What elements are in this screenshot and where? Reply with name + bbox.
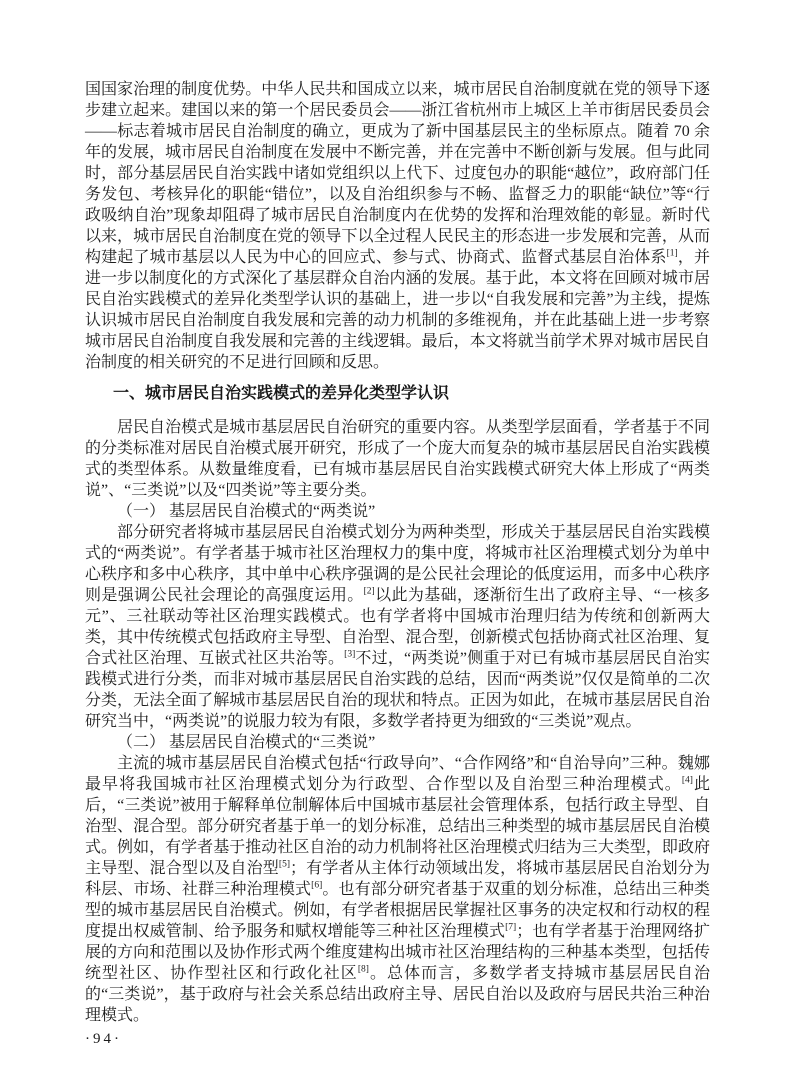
citation-ref: [3] <box>344 649 356 660</box>
paragraph: 主流的城市基层居民自治模式包括“行政导向”、“合作网络”和“自治导向”三种。魏娜最早将我国城市社区治理模式划分为行政型、合作型以及自治型三种治理模式。[4]此后，“三类说”被用于解释单位制解体后中国城市基层社会管理体系，包括行政主导型、自治型、混合型。部分研究者基于单一的划分标准，总结出三种类型的城市基层居民自治模式。例如，有学者基于推动社区自治的动力机制将社区治理模式归结为三大类型，即政府主导型、混合型以及自治型[5]；有学者从主体行动领域出发，将城市基层居民自治划分为科层、市场、社群三种治理模式[6]。也有部分研究者基于双重的划分标准，总结出三种类型的城市基层居民自治模式。例如，有学者根据居民掌握社区事务的决定权和行动权的程度提出权威管制、给予服务和赋权增能等三种社区治理模式[7]；也有学者基于治理网络扩展的方向和范围以及协作形式两个维度建构出城市社区治理结构的三种基本类型，包括传统型社区、协作型社区和行政化社区[8]。总体而言，多数学者支持城市基层居民自治的“三类说”，基于政府与社会关系总结出政府主导、居民自治以及政府与居民共治三种治理模式。 <box>85 755 710 1024</box>
paragraph: 居民自治模式是城市基层居民自治研究的重要内容。从类型学层面看，学者基于不同的分类标准对居民自治模式展开研究，形成了一个庞大而复杂的城市基层居民自治实践模式的类型体系。从数量维度看，已有城市基层居民自治实践模式研究大体上形成了“两类说”、“三类说”以及“四类说”等主要分类。 <box>85 419 710 499</box>
subsection-heading: （一） 基层居民自治模式的“两类说” <box>117 503 376 520</box>
citation-ref: [8] <box>357 964 369 975</box>
section-heading: 一、城市居民自治实践模式的差异化类型学认识 <box>113 385 450 402</box>
page-number: ·94· <box>85 1031 122 1047</box>
citation-ref: [5] <box>278 859 290 870</box>
citation-ref: [2] <box>363 586 375 597</box>
paragraph: 部分研究者将城市基层居民自治模式划分为两种类型，形成关于基层居民自治实践模式的“两类说”。有学者基于城市社区治理权力的集中度，将城市社区治理模式划分为单中心秩序和多中心秩序，其中单中心秩序强调的是公民社会理论的低度运用，而多中心秩序则是强调公民社会理论的高强度运用。[2]以此为基础，逐渐衍生出了政府主导、“一核多元”、三社联动等社区治理实践模式。也有学者将中国城市治理归结为传统和创新两大类，其中传统模式包括政府主导型、自治型、混合型，创新模式包括协商式社区治理、复合式社区治理、互嵌式社区共治等。[3]不过，“两类说”侧重于对已有城市基层居民自治实践模式进行分类，而非对城市基层居民自治实践的总结，因而“两类说”仅仅是简单的二次分类，无法全面了解城市基层居民自治的现状和特点。正因为如此，在城市基层居民自治研究当中，“两类说”的说服力较为有限，多数学者持更为细致的“三类说”观点。 <box>85 524 710 730</box>
subsection-heading: （二） 基层居民自治模式的“三类说” <box>117 734 376 751</box>
citation-ref: [6] <box>311 880 323 891</box>
citation-ref: [4] <box>681 775 693 786</box>
citation-ref: [7] <box>505 922 517 933</box>
citation-ref: [1] <box>666 248 678 259</box>
paragraph: 国国家治理的制度优势。中华人民共和国成立以来，城市居民自治制度就在党的领导下逐步建立起来。建国以来的第一个居民委员会——浙江省杭州市上城区上羊市街居民委员会——标志着城市居民自治制度的确立，更成为了新中国基层民主的坐标原点。随着 70 余年的发展，城市居民自治制度在发展中不断完善，并在完善中不断创新与发展。但与此同时，部分基层居民自治实践中诸如党组织以上代下、过度包办的职能“越位”，政府部门任务发包、考核异化的职能“错位”，以及自治组织参与不畅、监督乏力的职能“缺位”等“行政吸纳自治”现象却阻碍了城市居民自治制度内在优势的发挥和治理效能的彰显。新时代以来，城市居民自治制度在党的领导下以全过程人民民主的形态进一步发展和完善，从而构建起了城市基层以人民为中心的回应式、参与式、协商式、监督式基层自治体系[1]，并进一步以制度化的方式深化了基层群众自治内涵的发展。基于此，本文将在回顾对城市居民自治实践模式的差异化类型学认识的基础上，进一步以“自我发展和完善”为主线，提炼认识城市居民自治制度自我发展和完善的动力机制的多维视角，并在此基础上进一步考察城市居民自治制度自我发展和完善的主线逻辑。最后，本文将就当前学术界对城市居民自治制度的相关研究的不足进行回顾和反思。 <box>85 81 710 371</box>
article-body <box>85 79 710 1026</box>
